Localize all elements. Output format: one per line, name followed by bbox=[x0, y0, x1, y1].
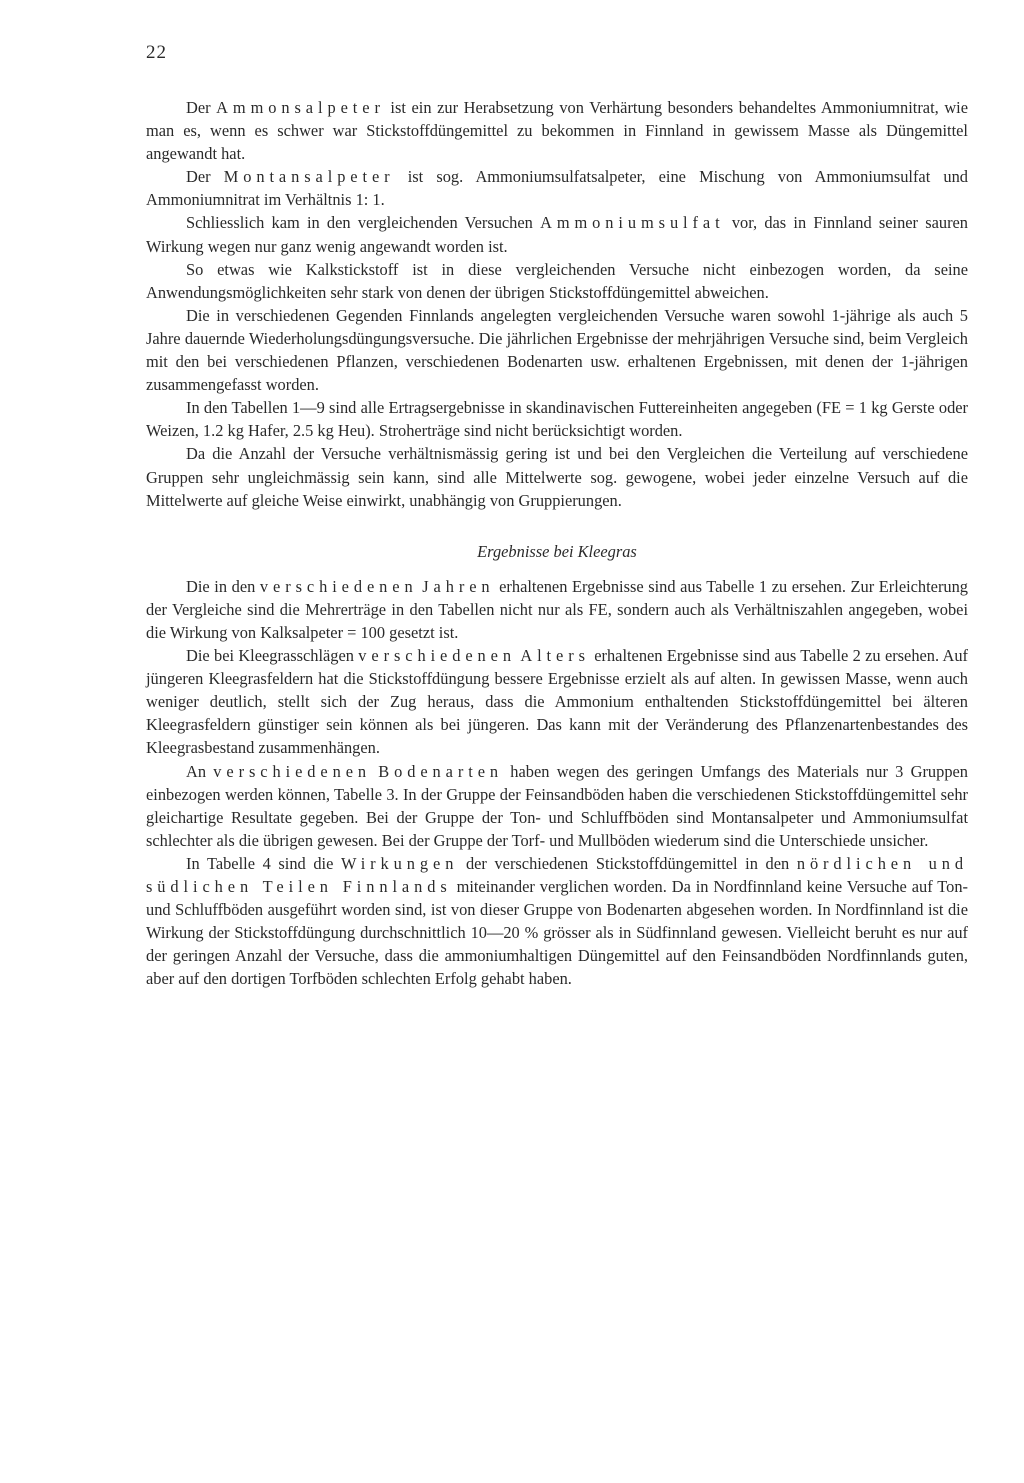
paragraph-montansalpeter bbox=[146, 165, 968, 211]
paragraph-ammoniumsulfat bbox=[146, 211, 968, 257]
emphasized-term: verschiedenen bbox=[259, 576, 418, 596]
text-run: ist ein zur Herabsetzung von Verhärtung besonders behandeltes Ammoniumnitrat, wie man es, wenn es schwer war Stickstoffdüngemittel zu bekommen in Finnland in gewissem Masse als Düngemittel angewandt hat. bbox=[146, 98, 968, 164]
text-run: In Tabelle 4 sind die bbox=[186, 853, 341, 873]
text-run: An bbox=[186, 761, 214, 781]
paragraph-mittelwerte: Da die Anzahl der Versuche verhältnismässig gering ist und bei den Vergleichen die Verteilung auf verschiedene Gruppen sehr ungleichmässig sein kann, sind alle Mittelwerte sog. gewogene, wobei jeder einzelne Versuch auf die Mittelwerte auf gleiche Weise einwirkt, unabhängig von Gruppierungen. bbox=[146, 444, 968, 510]
paragraph-wirkungen bbox=[146, 852, 968, 991]
paragraph-kalkstickstoff: So etwas wie Kalkstickstoff ist in diese vergleichenden Versuche nicht einbezogen worden, da seine Anwendungsmöglichkeiten sehr stark von denen der übrigen Stickstoffdüngemittel abweichen. bbox=[146, 259, 968, 302]
text-run: vor, das in Finnland seiner sauren Wirkung wegen nur ganz wenig angewandt worden ist. bbox=[146, 213, 969, 256]
emphasized-term: Montansalpeter bbox=[223, 167, 395, 187]
emphasized-term: Alters bbox=[520, 646, 590, 666]
emphasized-term: verschiedenen bbox=[358, 646, 516, 666]
emphasized-term: Ammonsalpeter bbox=[216, 98, 385, 117]
paragraph-jahren bbox=[146, 575, 968, 644]
text-run: Der bbox=[186, 167, 224, 187]
paragraph-versuche: Die in verschiedenen Gegenden Finnlands angelegten vergleichenden Versuche waren sowohl 1-jährige als auch 5 Jahre dauernde Wiederholungsdüngungsversuche. Die jährlichen Ergebnisse der mehrjährigen Versuche sind, beim Vergleich mit den bei verschiedenen Pflanzen, verschiedenen Bodenarten usw. erhaltenen Ergebnissen, mit denen der 1-jährigen zusammengefasst worden. bbox=[146, 305, 968, 395]
text-run: Der bbox=[186, 98, 217, 117]
text-run: ist sog. Ammoniumsulfatsalpeter, eine Mischung von Ammoniumsulfat und Ammoniumnitrat im Verhältnis 1: 1. bbox=[146, 167, 968, 210]
emphasized-term: Ammoniumsulfat bbox=[540, 213, 725, 233]
emphasized-term: Wirkungen bbox=[340, 853, 459, 873]
text-run: haben wegen des geringen Umfangs des Materials nur 3 Gruppen einbezogen werden können, Tabelle 3. In der Gruppe der Feinsandböden haben die verschiedenen Stickstoffdüngemittel sehr gleichartige Resultate gegeben. Bei der Gruppe der Ton- und Schluffböden sind Montansalpeter und Ammoniumsulfat schlechter als die übrigen gewesen. Bei der Gruppe der Torf- und Mullböden wiederum sind die Unterschiede unsicher. bbox=[146, 761, 968, 850]
paragraph-ammonsalpeter bbox=[146, 96, 968, 165]
emphasized-term: Jahren bbox=[422, 576, 495, 596]
paragraph-bodenarten bbox=[146, 760, 968, 852]
text-run: Die bei Kleegrasschlägen bbox=[186, 646, 359, 666]
text-run: miteinander verglichen worden. Da in Nordfinnland keine Versuche auf Ton- und Schluffböden ausgeführt worden sind, ist von dieser Gruppe von Bodenarten abgesehen worden. In Nordfinnland ist die Wirkung der Stickstoffdüngung durchschnittlich 10—20 % grösser als in Südfinnland gewesen. Vielleicht beruht es nur auf der geringen Anzahl der Versuche, dass die ammoniumhaltigen Düngemittel auf den Feinsandböden Nordfinnlands guten, aber auf den dortigen Torfböden schlechten Erfolg gehabt haben. bbox=[146, 877, 969, 989]
emphasized-term: nördlichen und südlichen Teilen Finnlands bbox=[146, 853, 968, 896]
page-number: 22 bbox=[146, 42, 167, 63]
body-text bbox=[146, 96, 968, 990]
text-run: der verschiedenen Stickstoffdüngemittel in den bbox=[458, 853, 797, 873]
text-run: Schliesslich kam in den vergleichenden Versuchen bbox=[186, 213, 541, 233]
emphasized-term: Bodenarten bbox=[378, 761, 504, 781]
text-run: Die in den bbox=[186, 576, 260, 596]
paragraph-alters bbox=[146, 644, 968, 759]
section-heading: Ergebnisse bei Kleegras bbox=[477, 541, 637, 561]
text-run: erhaltenen Ergebnisse sind aus Tabelle 1 zu ersehen. Zur Erleichterung der Vergleiche sind die Mehrerträge in den Tabellen nicht nur als FE, sondern auch als Verhältniszahlen angegeben, wobei die Wirkung von Kalksalpeter = 100 gesetzt ist. bbox=[146, 576, 968, 642]
emphasized-term: verschiedenen bbox=[213, 761, 371, 781]
text-run: erhaltenen Ergebnisse sind aus Tabelle 2 zu ersehen. Auf jüngeren Kleegrasfeldern hat die Stickstoffdüngung bessere Ergebnisse erzielt als auf alten. In gewissen Masse, wenn auch weniger deutlich, stellt sich der Zug heraus, dass die Ammonium enthaltenden Stickstoffdüngemittel bei älteren Kleegrasfeldern günstiger sein können als bei jüngeren. Das kann mit der Veränderung des Pflanzenartenbestandes des Kleegrasbestand zusammenhängen. bbox=[146, 646, 969, 758]
paragraph-tabellen: In den Tabellen 1—9 sind alle Ertragsergebnisse in skandinavischen Futtereinheiten angegeben (FE = 1 kg Gerste oder Weizen, 1.2 kg Hafer, 2.5 kg Heu). Stroherträge sind nicht berücksichtigt worden. bbox=[146, 398, 968, 441]
